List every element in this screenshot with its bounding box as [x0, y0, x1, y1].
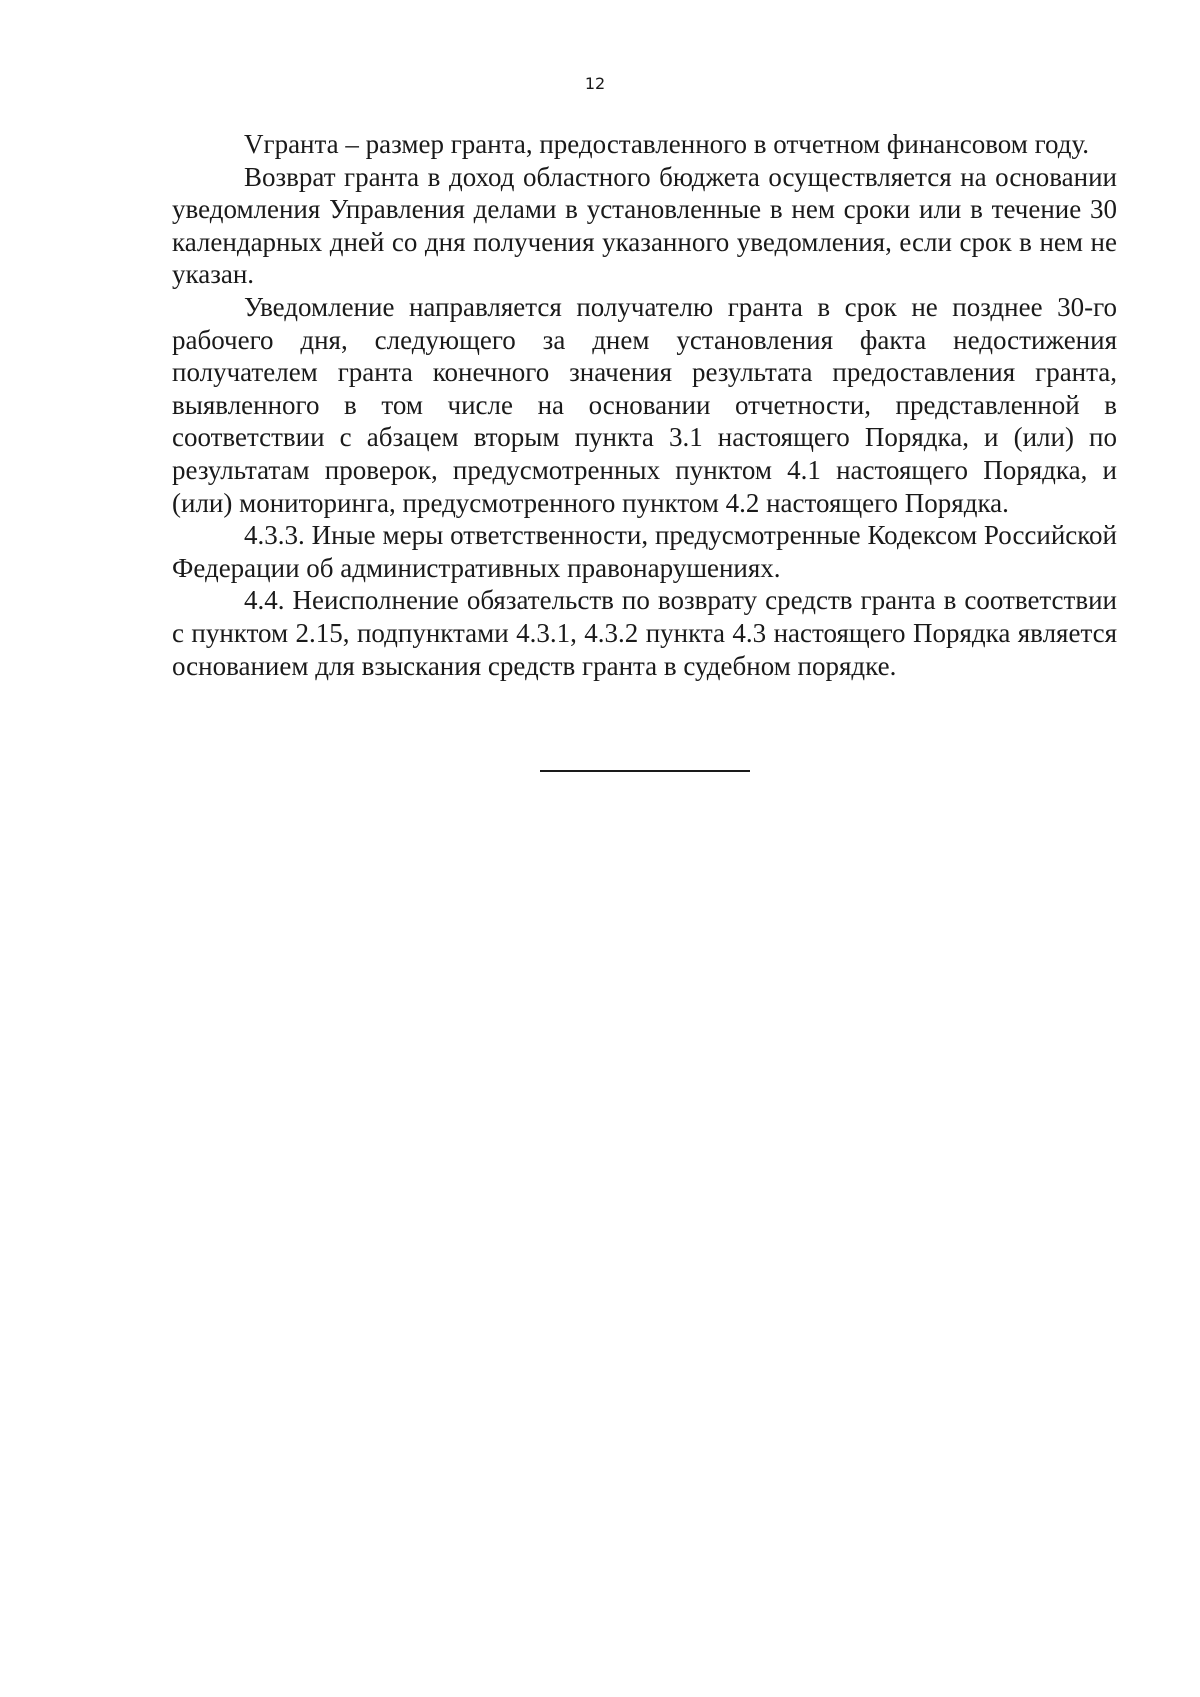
paragraph-4-4: 4.4. Неисполнение обязательств по возврату средств гранта в соответствии с пунктом 2.15, подпунктами 4.3.1, 4.3.2 пункта 4.3 настоящего Порядка является основанием для взыскания средств гранта в судебном порядке. — [172, 585, 1117, 681]
end-of-text-rule — [540, 770, 750, 772]
paragraph-notification: Уведомление направляется получателю гранта в срок не позднее 30-го рабочего дня, следующего за днем установления факта недостижения получателем гранта конечного значения результата предоставления гранта, выявленного в том числе на основании отчетности, представленной в соответствии с абзацем вторым пункта 3.1 настоящего Порядка, и (или) по результатам проверок, предусмотренных пунктом 4.1 настоящего Порядка, и (или) мониторинга, предусмотренного пунктом 4.2 настоящего Порядка. — [172, 291, 1117, 518]
paragraph-4-3-3: 4.3.3. Иные меры ответственности, предусмотренные Кодексом Российской Федерации об административных правонарушениях. — [172, 520, 1117, 583]
paragraph-grant-size-definition: Vгранта – размер гранта, предоставленного в отчетном финансовом году. — [244, 129, 1089, 159]
page-number: 12 — [584, 74, 606, 93]
paragraph-grant-return: Возврат гранта в доход областного бюджета осуществляется на основании уведомления Управления делами в установленные в нем сроки или в течение 30 календарных дней со дня получения указанного уведомления, если срок в нем не указан. — [172, 161, 1117, 290]
document-body — [172, 128, 1117, 682]
